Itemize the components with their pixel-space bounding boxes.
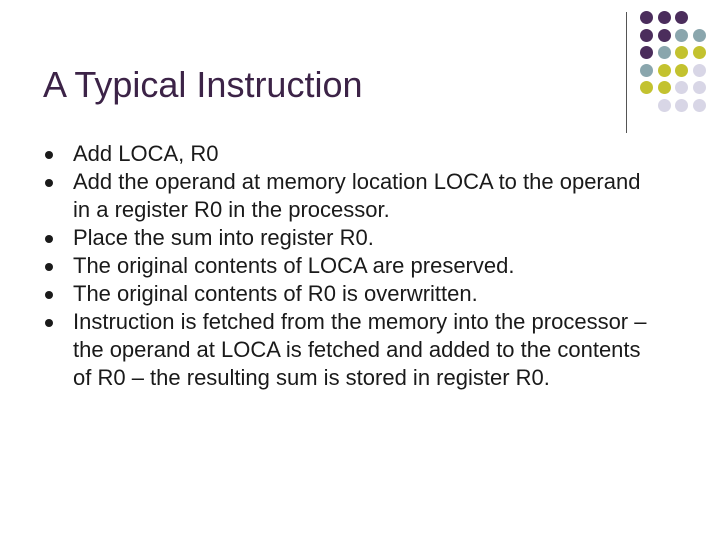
bullet-text: Add the operand at memory location LOCA to the operand in a register R0 in the processor.: [73, 169, 641, 222]
decorative-dot-purple: [640, 46, 653, 59]
decorative-dot-lavender: [658, 99, 671, 112]
bullet-icon: [45, 151, 53, 159]
bullet-icon: [45, 179, 53, 187]
bullet-icon: [45, 291, 53, 299]
bullet-item: [44, 252, 654, 280]
decorative-dot-lavender: [675, 81, 688, 94]
decorative-dot-olive: [675, 64, 688, 77]
bullet-icon: [45, 263, 53, 271]
decorative-dot-olive: [693, 46, 706, 59]
decorative-dot-teal: [640, 64, 653, 77]
decorative-dot-lavender: [693, 81, 706, 94]
decorative-dot-purple: [658, 29, 671, 42]
bullet-item: [44, 168, 654, 224]
decorative-dot-lavender: [693, 64, 706, 77]
decorative-dot-olive: [675, 46, 688, 59]
bullet-text: The original contents of R0 is overwritten.: [73, 281, 478, 306]
decorative-dot-lavender: [693, 99, 706, 112]
bullet-text: The original contents of LOCA are preserved.: [73, 253, 515, 278]
bullet-item: [44, 140, 654, 168]
bullet-item: [44, 224, 654, 252]
decorative-dot-purple: [675, 11, 688, 24]
decorative-dot-lavender: [675, 99, 688, 112]
bullet-item: [44, 308, 654, 392]
slide-title: A Typical Instruction: [43, 64, 363, 105]
decorative-dot-olive: [640, 81, 653, 94]
decorative-dot-grid: [640, 11, 720, 121]
bullet-text: Place the sum into register R0.: [73, 225, 374, 250]
decorative-dot-olive: [658, 81, 671, 94]
decorative-dot-teal: [658, 46, 671, 59]
decorative-dot-purple: [640, 29, 653, 42]
decorative-dot-teal: [693, 29, 706, 42]
bullet-icon: [45, 235, 53, 243]
decorative-dot-olive: [658, 64, 671, 77]
bullet-text: Add LOCA, R0: [73, 141, 219, 166]
bullet-item: [44, 280, 654, 308]
title-divider-line: [626, 12, 627, 133]
decorative-dot-purple: [640, 11, 653, 24]
bullet-list: [44, 140, 654, 392]
bullet-icon: [45, 319, 53, 327]
bullet-text: Instruction is fetched from the memory into the processor – the operand at LOCA is fetched and added to the contents of R0 – the resulting sum is stored in register R0.: [73, 309, 647, 390]
decorative-dot-purple: [658, 11, 671, 24]
decorative-dot-teal: [675, 29, 688, 42]
